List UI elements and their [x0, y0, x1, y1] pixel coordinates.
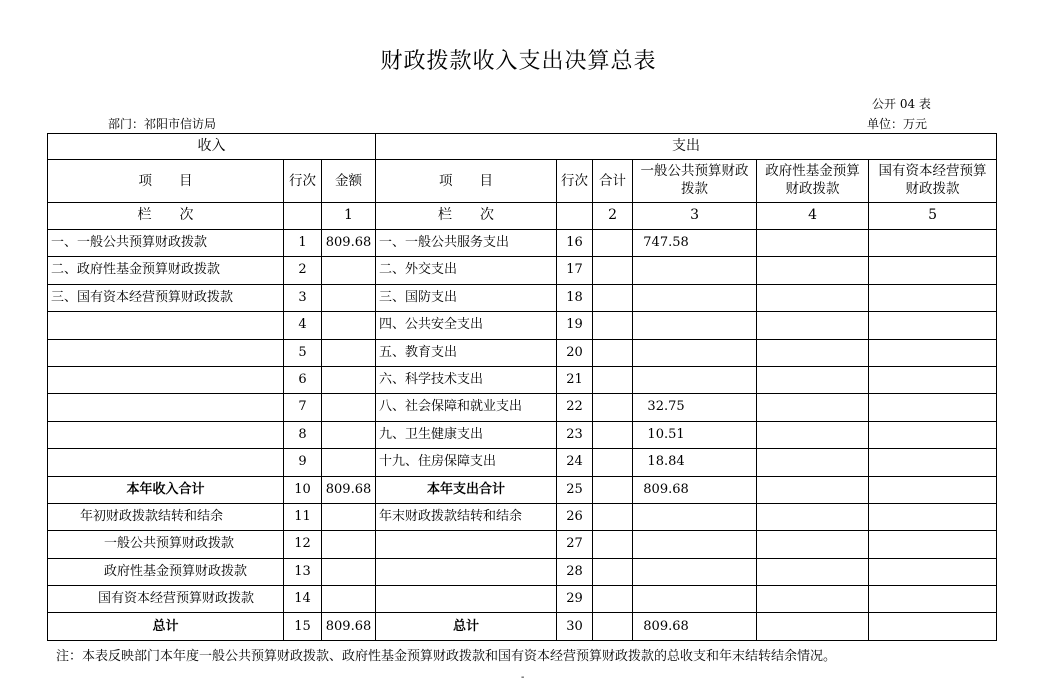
income-amount-cell: [322, 257, 376, 284]
expense-item-cell: 十九、住房保障支出: [376, 449, 557, 476]
income-row-no-cell: 3: [284, 284, 322, 311]
final-accounts-table: [47, 133, 997, 641]
table-row: [48, 613, 997, 640]
expense-item-cell: 八、社会保障和就业支出: [376, 394, 557, 421]
income-row-no-cell: 14: [284, 586, 322, 613]
state-capital-cell: [869, 613, 997, 640]
expense-total-cell: [593, 558, 633, 585]
expense-total-cell: [593, 586, 633, 613]
expense-row-no-cell: 19: [557, 312, 593, 339]
income-item-cell: 一般公共预算财政拨款: [48, 531, 284, 558]
expense-row-no-cell: 24: [557, 449, 593, 476]
gov-fund-cell: [757, 586, 869, 613]
expense-row-no-cell: 17: [557, 257, 593, 284]
income-item-cell: [48, 421, 284, 448]
income-row-no-header: 行次: [284, 160, 322, 203]
income-item-cell: [48, 394, 284, 421]
income-row-no-cell: 10: [284, 476, 322, 503]
expense-item-cell: [376, 586, 557, 613]
state-capital-cell: [869, 503, 997, 530]
gov-fund-cell: [757, 284, 869, 311]
gov-fund-cell: [757, 476, 869, 503]
gov-fund-cell: [757, 230, 869, 257]
general-budget-cell: [633, 558, 757, 585]
income-row-no-cell: 15: [284, 613, 322, 640]
income-amount-cell: [322, 586, 376, 613]
expense-row-no-cell: 20: [557, 339, 593, 366]
state-capital-cell: [869, 366, 997, 393]
income-item-cell: 二、政府性基金预算财政拨款: [48, 257, 284, 284]
expense-total-cell: [593, 531, 633, 558]
column-2: 2: [593, 203, 633, 230]
income-amount-cell: [322, 503, 376, 530]
general-budget-header: 一般公共预算财政拨款: [633, 160, 757, 203]
income-row-no-cell: 4: [284, 312, 322, 339]
expense-item-cell: [376, 531, 557, 558]
gov-fund-cell: [757, 531, 869, 558]
general-budget-cell: 10.51: [633, 421, 757, 448]
expense-item-cell: [376, 558, 557, 585]
expense-total-cell: [593, 257, 633, 284]
general-budget-cell: [633, 531, 757, 558]
column-number-row: [48, 203, 997, 230]
gov-fund-cell: [757, 394, 869, 421]
state-capital-cell: [869, 449, 997, 476]
income-amount-cell: [322, 366, 376, 393]
income-item-cell: [48, 312, 284, 339]
income-row-no-cell: 12: [284, 531, 322, 558]
table-body: [48, 230, 997, 641]
income-item-header: 项 目: [48, 160, 284, 203]
state-capital-cell: [869, 284, 997, 311]
expense-item-cell: 五、教育支出: [376, 339, 557, 366]
income-row-no-cell: 9: [284, 449, 322, 476]
gov-fund-cell: [757, 339, 869, 366]
expense-item-cell: 总计: [376, 613, 557, 640]
expense-row-no-cell: 18: [557, 284, 593, 311]
state-capital-cell: [869, 339, 997, 366]
state-capital-header: 国有资本经营预算财政拨款: [869, 160, 997, 203]
income-amount-cell: 809.68: [322, 613, 376, 640]
expense-total-cell: [593, 476, 633, 503]
income-row-no-cell: 5: [284, 339, 322, 366]
expense-row-no-cell: 29: [557, 586, 593, 613]
income-item-cell: 本年收入合计: [48, 476, 284, 503]
income-amount-cell: [322, 312, 376, 339]
expense-item-header: 项 目: [376, 160, 557, 203]
expense-total-header: 合计: [593, 160, 633, 203]
expense-row-no-header: 行次: [557, 160, 593, 203]
general-budget-cell: 809.68: [633, 613, 757, 640]
income-amount-cell: [322, 449, 376, 476]
income-row-no-cell: 13: [284, 558, 322, 585]
state-capital-cell: [869, 476, 997, 503]
table-row: [48, 312, 997, 339]
general-budget-cell: [633, 586, 757, 613]
expense-row-no-cell: 21: [557, 366, 593, 393]
income-amount-header: 金额: [322, 160, 376, 203]
expense-total-cell: [593, 312, 633, 339]
expense-column-label: 栏 次: [376, 203, 557, 230]
general-budget-cell: [633, 366, 757, 393]
expense-section-header: 支出: [376, 134, 997, 160]
table-row: [48, 476, 997, 503]
income-amount-cell: [322, 394, 376, 421]
table-row: [48, 449, 997, 476]
income-amount-cell: [322, 284, 376, 311]
income-row-no-cell: 6: [284, 366, 322, 393]
expense-row-no-cell: 30: [557, 613, 593, 640]
expense-total-cell: [593, 449, 633, 476]
general-budget-cell: [633, 312, 757, 339]
expense-column-no-blank: [557, 203, 593, 230]
page-title: 财政拨款收入支出决算总表: [380, 49, 657, 74]
column-header-row: [48, 160, 997, 203]
department-label: 部门：祁阳市信访局: [108, 117, 217, 131]
column-3: 3: [633, 203, 757, 230]
income-row-no-cell: 11: [284, 503, 322, 530]
expense-item-cell: 二、外交支出: [376, 257, 557, 284]
income-amount-cell: [322, 421, 376, 448]
income-row-no-cell: 1: [284, 230, 322, 257]
expense-row-no-cell: 27: [557, 531, 593, 558]
general-budget-cell: [633, 339, 757, 366]
income-item-cell: 政府性基金预算财政拨款: [48, 558, 284, 585]
general-budget-cell: 32.75: [633, 394, 757, 421]
expense-total-cell: [593, 421, 633, 448]
income-item-cell: 一、一般公共预算财政拨款: [48, 230, 284, 257]
state-capital-cell: [869, 230, 997, 257]
form-number: 公开 04 表: [872, 97, 931, 111]
gov-fund-cell: [757, 312, 869, 339]
income-item-cell: 年初财政拨款结转和结余: [48, 503, 284, 530]
column-5: 5: [869, 203, 997, 230]
unit-label: 单位：万元: [867, 117, 928, 131]
state-capital-cell: [869, 531, 997, 558]
state-capital-cell: [869, 257, 997, 284]
income-row-no-cell: 8: [284, 421, 322, 448]
expense-total-cell: [593, 230, 633, 257]
gov-fund-cell: [757, 421, 869, 448]
expense-total-cell: [593, 394, 633, 421]
expense-row-no-cell: 16: [557, 230, 593, 257]
table-row: [48, 230, 997, 257]
gov-fund-cell: [757, 613, 869, 640]
expense-row-no-cell: 22: [557, 394, 593, 421]
table-row: [48, 339, 997, 366]
table-row: [48, 366, 997, 393]
table-row: [48, 257, 997, 284]
column-4: 4: [757, 203, 869, 230]
income-amount-cell: 809.68: [322, 476, 376, 503]
income-amount-cell: [322, 558, 376, 585]
table-row: [48, 503, 997, 530]
expense-total-cell: [593, 284, 633, 311]
gov-fund-cell: [757, 503, 869, 530]
income-row-no-cell: 2: [284, 257, 322, 284]
table-row: [48, 531, 997, 558]
expense-total-cell: [593, 613, 633, 640]
expense-total-cell: [593, 339, 633, 366]
income-item-cell: 国有资本经营预算财政拨款: [48, 586, 284, 613]
expense-total-cell: [593, 503, 633, 530]
expense-total-cell: [593, 366, 633, 393]
expense-item-cell: 三、国防支出: [376, 284, 557, 311]
income-item-cell: 总计: [48, 613, 284, 640]
column-1: 1: [322, 203, 376, 230]
income-amount-cell: [322, 531, 376, 558]
gov-fund-cell: [757, 257, 869, 284]
income-column-no-blank: [284, 203, 322, 230]
expense-item-cell: 本年支出合计: [376, 476, 557, 503]
gov-fund-cell: [757, 449, 869, 476]
general-budget-cell: 809.68: [633, 476, 757, 503]
section-header-row: [48, 134, 997, 160]
state-capital-cell: [869, 558, 997, 585]
table-row: [48, 586, 997, 613]
table-row: [48, 284, 997, 311]
expense-item-cell: 一、一般公共服务支出: [376, 230, 557, 257]
income-amount-cell: [322, 339, 376, 366]
income-column-label: 栏 次: [48, 203, 284, 230]
income-item-cell: [48, 366, 284, 393]
general-budget-cell: [633, 503, 757, 530]
income-item-cell: 三、国有资本经营预算财政拨款: [48, 284, 284, 311]
expense-item-cell: 四、公共安全支出: [376, 312, 557, 339]
income-section-header: 收入: [48, 134, 376, 160]
expense-row-no-cell: 28: [557, 558, 593, 585]
gov-fund-header: 政府性基金预算财政拨款: [757, 160, 869, 203]
table-note: 注：本表反映部门本年度一般公共预算财政拨款、政府性基金预算财政拨款和国有资本经营预算财政拨款的总收支和年末结转结余情况。: [56, 649, 837, 664]
state-capital-cell: [869, 312, 997, 339]
expense-row-no-cell: 26: [557, 503, 593, 530]
income-row-no-cell: 7: [284, 394, 322, 421]
expense-item-cell: 年末财政拨款结转和结余: [376, 503, 557, 530]
expense-item-cell: 九、卫生健康支出: [376, 421, 557, 448]
state-capital-cell: [869, 586, 997, 613]
table-row: [48, 421, 997, 448]
gov-fund-cell: [757, 366, 869, 393]
general-budget-cell: [633, 257, 757, 284]
gov-fund-cell: [757, 558, 869, 585]
footer-mark: -: [521, 672, 525, 683]
general-budget-cell: 747.58: [633, 230, 757, 257]
expense-item-cell: 六、科学技术支出: [376, 366, 557, 393]
expense-row-no-cell: 23: [557, 421, 593, 448]
income-amount-cell: 809.68: [322, 230, 376, 257]
table-row: [48, 558, 997, 585]
income-item-cell: [48, 339, 284, 366]
general-budget-cell: [633, 284, 757, 311]
income-item-cell: [48, 449, 284, 476]
state-capital-cell: [869, 394, 997, 421]
expense-row-no-cell: 25: [557, 476, 593, 503]
table-row: [48, 394, 997, 421]
state-capital-cell: [869, 421, 997, 448]
general-budget-cell: 18.84: [633, 449, 757, 476]
